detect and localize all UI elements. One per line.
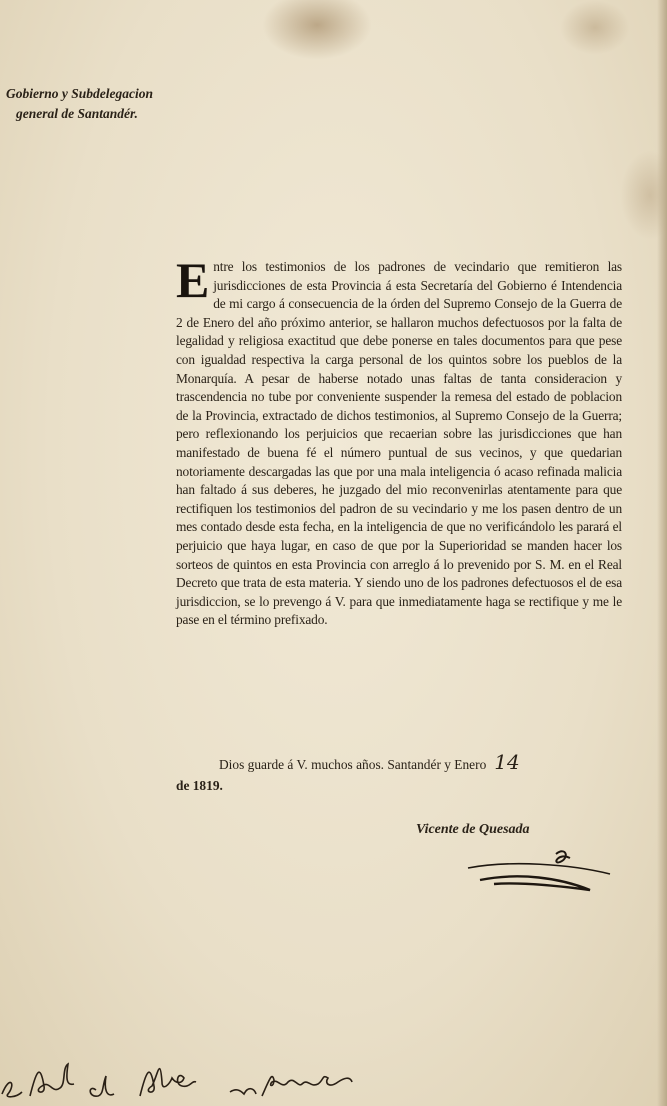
- letter-text: ntre los testimonios de los padrones de vecindario que remitieron las jurisdicciones de esta Provincia á esta Secretaría del Gobierno é Intendencia de mi cargo á consecuencia de la órden del Supremo Consejo de la Guerra de 2 de Enero del año próximo anterior, se hallaron muchos defectuosos por la falta de legalidad y religiosa exactitud que debe ponerse en tales documentos para que pese con igualdad respectiva la carga personal de los quintos sobre los pueblos de la Monarquía. A pesar de haberse notado unas faltas de tanta consideracion y trascendencia no tube por conveniente suspender la remesa del estado de poblacion de la Provincia, extractado de dichos testimonios, al Supremo Consejo de la Guerra; pero reflexionando los perjuicios que recaerian sobre las jurisdicciones que han manifestado de buena fé el número puntual de sus vecinos, y que quedarian notoriamente descargadas las que por una mala inteligencia ó acaso refinada malicia han faltado á sus deberes, he juzgado del mio reconvenirlas atentamente para que rectifiquen los testimonios del padron de su vecindario y me los pasen dentro de un mes contado desde esta fecha, en la inteligencia de que no verificándolo les parará el perjuicio que haya lugar, en caso de que por la Superioridad se manden hacer los sorteos de quintos en esta Provincia con arreglo á lo prevenido por S. M. en el Real Decreto que trata de esta materia. Y siendo uno de los padrones defectuosos el de esa jurisdiccion, se lo prevengo á V. para que inmediatamente haga se rectifique y me le pase en el término prefixado.: [176, 259, 622, 628]
- drop-cap: E: [176, 252, 210, 308]
- handwritten-day: 14: [494, 750, 520, 774]
- issuer-line-2: general de Santandér.: [16, 106, 138, 121]
- handwritten-address: [0, 1056, 420, 1106]
- issuer-line-1: Gobierno y Subdelegacion: [6, 86, 153, 101]
- closing-year: de 1819.: [176, 778, 223, 793]
- letter-body: [176, 252, 622, 630]
- signatory-name: Vicente de Quesada: [416, 822, 530, 837]
- page-edge-shadow: [657, 0, 667, 1106]
- signature-rubric: [460, 838, 640, 898]
- issuer-header: [6, 84, 206, 124]
- paper-stain: [560, 0, 630, 55]
- paper-stain: [262, 0, 372, 60]
- closing-formula: Dios guarde á V. muchos años. Santandér y Enero: [219, 757, 487, 772]
- closing-block: [176, 752, 636, 796]
